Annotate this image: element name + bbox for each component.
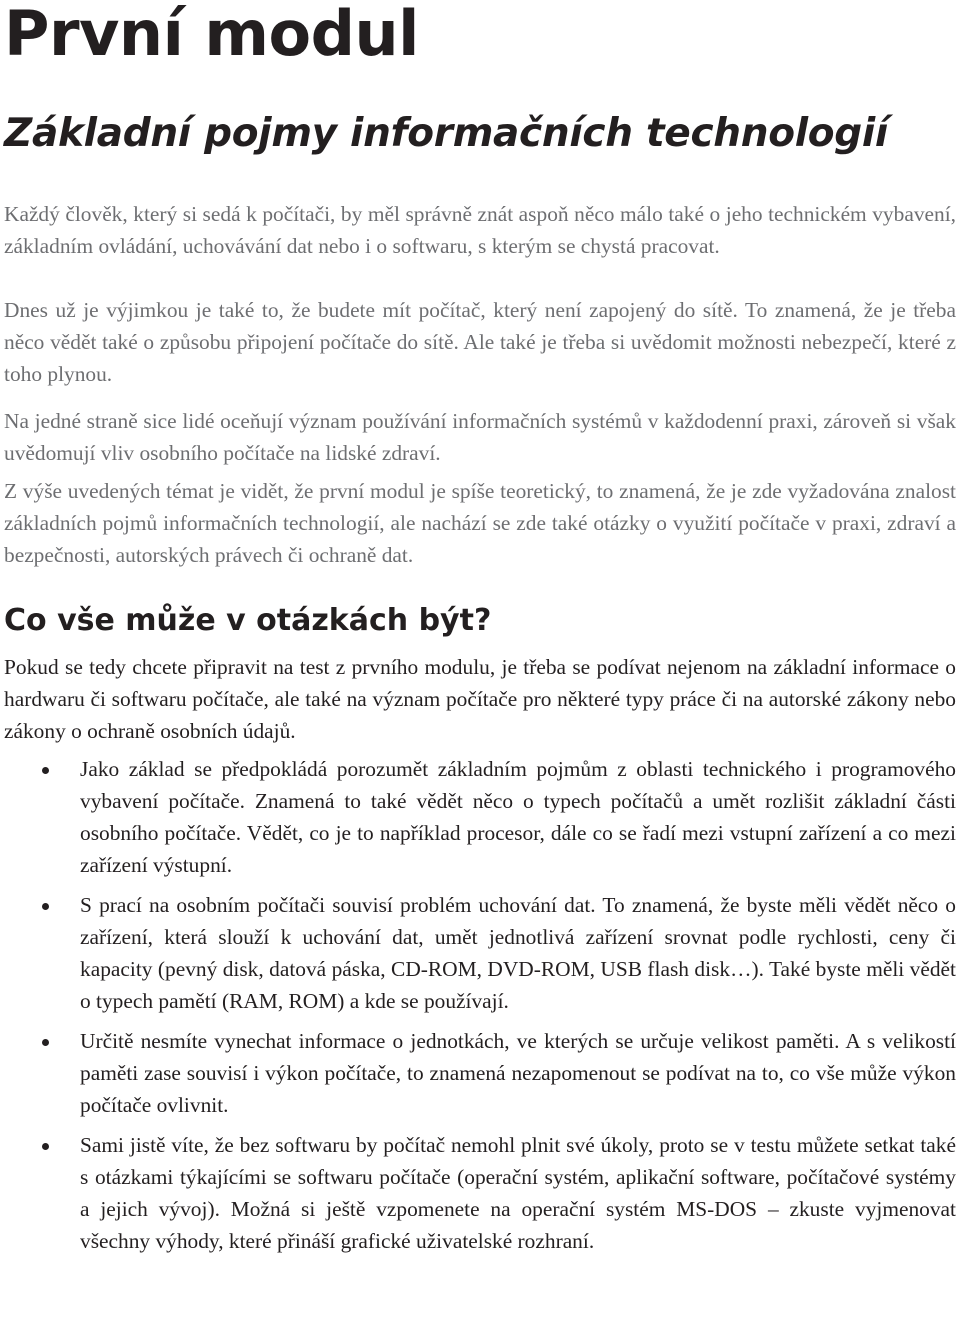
list-item-text: S prací na osobním počítači souvisí problém uchování dat. To znamená, že byste měli vědět něco o zařízení, která slouží k uchování dat, umět jednotlivá zařízení srovnat podle rychlosti, ceny či kapacity (pevný disk, datová páska, CD-ROM, DVD-ROM, USB flash disk…). Také byste měli vědět o typech pamětí (RAM, ROM) a kde se používají. xyxy=(80,893,956,1013)
list-item xyxy=(4,753,956,881)
list-item-text: Jako základ se předpokládá porozumět základním pojmům z oblasti technického i programového vybavení počítače. Znamená to také vědět něco o typech počítačů a umět rozlišit základní části osobního počítače. Vědět, co je to například procesor, dále co se řadí mezi vstupní zařízení a co mezi zařízení výstupní. xyxy=(80,757,956,877)
section-intro-paragraph: Pokud se tedy chcete připravit na test z prvního modulu, je třeba se podívat nejenom na základní informace o hardwaru či softwaru počítače, ale také na význam počítače pro některé typy práce či na autorské zákony nebo zákony o ochraně osobních údajů. xyxy=(4,655,956,743)
intro-paragraph-3: Na jedné straně sice lidé oceňují význam používání informačních systémů v každodenní praxi, zároveň si však uvědomují vliv osobního počítače na lidské zdraví. xyxy=(4,409,956,465)
bullet-icon xyxy=(42,903,49,910)
list-item-text: Určitě nesmíte vynechat informace o jednotkách, ve kterých se určuje velikost paměti. A s velikostí paměti zase souvisí i výkon počítače, to znamená nezapomenout se podívat na to, co vše může výkon počítače ovlivnit. xyxy=(80,1029,956,1117)
module-title: První modul xyxy=(4,0,419,70)
intro-paragraph-4: Z výše uvedených témat je vidět, že první modul je spíše teoretický, to znamená, že je zde vyžadována znalost základních pojmů informačních technologií, ale nachází se zde také otázky o využití počítače v praxi, zdraví a bezpečnosti, autorských právech či ochraně dat. xyxy=(4,479,956,567)
bullet-list xyxy=(4,753,956,1265)
intro-paragraph-2: Dnes už je výjimkou je také to, že budete mít počítač, který není zapojený do sítě. To znamená, že je třeba něco vědět také o způsobu připojení počítače do sítě. Ale také je třeba si uvědomit možnosti nebezpečí, které z toho plynou. xyxy=(4,298,956,386)
chapter-title: Základní pojmy informačních technologií xyxy=(4,111,889,156)
list-item xyxy=(4,889,956,1017)
list-item xyxy=(4,1025,956,1121)
bullet-icon xyxy=(42,1039,49,1046)
bullet-icon xyxy=(42,1143,49,1150)
bullet-icon xyxy=(42,767,49,774)
intro-paragraph-1: Každý člověk, který si sedá k počítači, by měl správně znát aspoň něco málo také o jeho technickém vybavení, základním ovládání, uchovávání dat nebo i o softwaru, s kterým se chystá pracovat. xyxy=(4,202,956,258)
section-heading: Co vše může v otázkách být? xyxy=(4,603,492,638)
list-item xyxy=(4,1129,956,1257)
list-item-text: Sami jistě víte, že bez softwaru by počítač nemohl plnit své úkoly, proto se v testu můžete setkat také s otázkami týkajícími se softwaru počítače (operační systém, aplikační software, počítačové systémy a jejich vývoj). Možná si ještě vzpomenete na operační systém MS-DOS – zkuste vyjmenovat všechny výhody, které přináší grafické uživatelské rozhraní. xyxy=(80,1133,956,1253)
